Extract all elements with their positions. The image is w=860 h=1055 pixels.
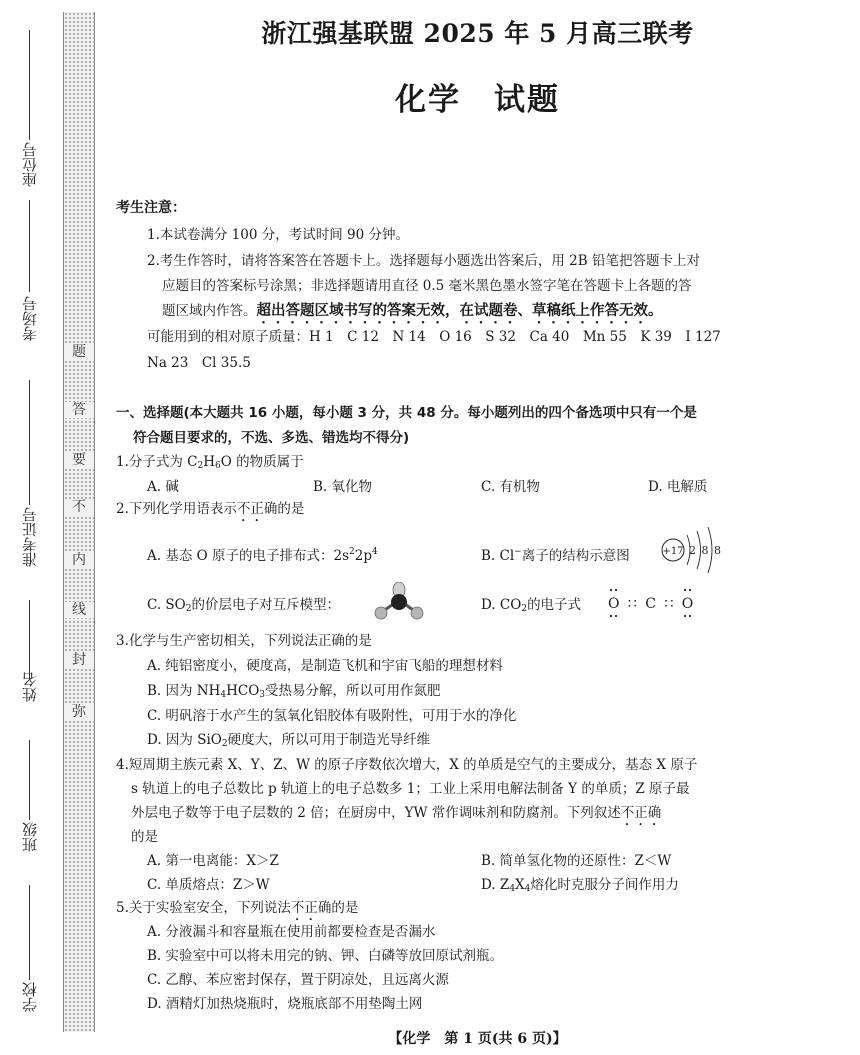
notice-text: 题区域内作答。	[162, 303, 257, 319]
seat-number-line[interactable]	[29, 30, 30, 140]
section-heading-line-2: 符合题目要求的，不选、多选、错选均不得分)	[133, 430, 410, 446]
q4-d-text: D. Z	[481, 877, 510, 893]
school-line[interactable]	[29, 885, 30, 980]
seal-char: 线	[64, 602, 94, 618]
subscript: 2	[197, 461, 204, 471]
q1-stem	[116, 453, 304, 475]
q3-stem: 3.化学与生产密切相关，下列说法正确的是	[116, 633, 372, 649]
class-line[interactable]	[29, 740, 30, 820]
q2-d-text: D. CO	[481, 597, 522, 613]
section-heading-line-1: 一、选择题(本大题共 16 小题，每小题 3 分，共 48 分。每小题列出的四个备选项中只有一个是	[116, 405, 697, 421]
q2-a-text: 2p	[354, 548, 372, 564]
q1-stem-text: 1.分子式为 C	[116, 454, 198, 470]
shell-electron-counts: 2 8 8	[689, 544, 722, 557]
chloride-ion-structure-diagram	[660, 523, 722, 579]
q5-stem-text: 确的是	[317, 900, 359, 916]
q5-stem-text: 5.关于实验室安全，下列说法	[116, 900, 291, 916]
q3-b-text: 受热易分解，所以可用作氮肥	[265, 683, 441, 699]
subscript: 4	[220, 690, 227, 700]
seal-char: 不	[64, 499, 94, 515]
seal-char: 弥	[64, 704, 94, 720]
subscript: 2	[185, 604, 192, 614]
q5-option-d: D. 酒精灯加热烧瓶时，烧瓶底部不用垫陶土网	[147, 996, 423, 1012]
subscript: 3	[259, 690, 266, 700]
q3-d-text: 硬度大，所以可用于制造光导纤维	[227, 732, 431, 748]
q3-d-text: D. 因为 SiO	[147, 732, 222, 748]
q3-option-c: C. 明矾溶于水产生的氢氧化铝胶体有吸附性，可用于水的净化	[147, 708, 517, 724]
q2-c-text: 的价层电子对互斥模型：	[191, 597, 340, 613]
superscript: 2	[349, 547, 355, 557]
q4-option-a: A. 第一电离能：X＞Z	[147, 853, 279, 869]
q5-option-a: A. 分液漏斗和容量瓶在使用前都要检查是否漏水	[147, 924, 436, 940]
school-label: 学校	[21, 982, 39, 1012]
q1-option-d: D. 电解质	[648, 479, 708, 495]
name-line[interactable]	[29, 600, 30, 680]
q1-option-b: B. 氧化物	[313, 479, 373, 495]
q4-stem-line-1: 4.短周期主族元素 X、Y、Z、W 的原子序数依次增大，X 的单质是空气的主要成分，基态 X 原子	[116, 757, 698, 773]
q1-stem-text: O 的物质属于	[220, 454, 304, 470]
q2-option-b	[481, 543, 630, 565]
notice-warning: 超出答题区域书写的答案无效，在试题卷、草稿纸上作答无效。	[256, 303, 663, 319]
q4-emphasis: 不正确	[620, 805, 662, 821]
q5-option-c: C. 乙醇、苯应密封保存，置于阴凉处，且远离火源	[147, 972, 449, 988]
atomic-mass-line-1: 可能用到的相对原子质量：H 1 C 12 N 14 O 16 S 32 Ca 40 Mn 55 K 39 I 127	[147, 329, 721, 345]
q2-d-text: 的电子式	[527, 597, 582, 613]
q5-stem	[116, 899, 358, 924]
q1-option-c: C. 有机物	[481, 479, 540, 495]
notice-item-1: 1.本试卷满分 100 分，考试时间 90 分钟。	[147, 227, 409, 243]
seat-number-label: 座位号	[21, 142, 39, 187]
q1-option-a: A. 碱	[147, 479, 179, 495]
subscript: 2	[221, 739, 228, 749]
seal-char: 封	[64, 652, 94, 668]
subscript: 4	[509, 884, 516, 894]
atomic-mass-line-2: Na 23 Cl 35.5	[147, 355, 251, 371]
q4-stem-line-2: s 轨道上的电子总数比 p 轨道上的电子总数多 1；工业上采用电解法制备 Y 的单质；Z 原子最	[131, 781, 690, 797]
q4-option-b: B. 简单氢化物的还原性：Z＜W	[481, 853, 672, 869]
exam-room-label: 考场号	[21, 296, 39, 341]
seal-char: 内	[64, 552, 94, 568]
q4-option-c: C. 单质熔点：Z＞W	[147, 877, 270, 893]
subscript: 4	[524, 884, 531, 894]
superscript: 4	[371, 547, 378, 557]
q4-stem-text: 外层电子数等于电子层数的 2 倍；在厨房中，YW 常作调味剂和防腐剂。下列叙述	[131, 805, 621, 821]
name-label: 姓名	[21, 672, 39, 702]
subscript: 6	[215, 461, 221, 471]
exam-title: 浙江强基联盟 2025 年 5 月高三联考	[261, 19, 694, 48]
notice-heading: 考生注意：	[116, 200, 186, 216]
notice-item-2-line-3	[162, 302, 663, 327]
q2-option-a	[147, 543, 378, 565]
notice-item-2-line-1: 2.考生作答时，请将答案答在答题卡上。选择题每小题选出答案后，用 2B 铅笔把答题卡上对	[147, 253, 700, 269]
q4-option-d	[481, 876, 679, 898]
q2-b-text: B. Cl	[481, 548, 515, 564]
co2-electron-formula: O ∷ C ∷ O	[608, 596, 696, 612]
q2-emphasis: 不正	[236, 501, 264, 517]
q2-stem-text: 2.下列化学用语表示	[116, 501, 237, 517]
q2-a-text: A. 基态 O 原子的电子排布式：2s	[147, 548, 349, 564]
q1-stem-text: H	[203, 454, 216, 470]
lone-pair-dots	[604, 586, 698, 620]
q2-stem	[116, 500, 304, 525]
q3-option-a: A. 纯铝密度小，硬度高，是制造飞机和宇宙飞船的理想材料	[147, 658, 503, 674]
q3-b-text: B. 因为 NH	[147, 683, 221, 699]
q4-d-text: X	[515, 877, 525, 893]
binding-strip	[63, 12, 95, 1032]
q5-option-b: B. 实验室中可以将未用完的钠、钾、白磷等放回原试剂瓶。	[147, 948, 504, 964]
q2-b-text: 离子的结构示意图	[521, 548, 630, 564]
q4-stem-line-4: 的是	[131, 829, 158, 845]
q3-option-d	[147, 731, 430, 753]
q2-c-text: C. SO	[147, 597, 186, 613]
admission-number-label: 准考证号	[21, 507, 39, 567]
subscript: 2	[521, 604, 528, 614]
q3-option-b	[147, 682, 441, 704]
page-footer: 【化学 第 1 页(共 6 页)】	[388, 1031, 567, 1047]
exam-room-line[interactable]	[29, 200, 30, 292]
so2-vsepr-model-image	[370, 582, 428, 622]
notice-item-2-line-2: 应题目的答案标号涂黑；非选择题请用直径 0.5 毫米黑色墨水签字笔在答题卡上各题的答	[162, 278, 692, 294]
q3-b-text: HCO	[226, 683, 260, 699]
seal-char: 要	[64, 452, 94, 468]
q5-emphasis: 不正	[290, 900, 318, 916]
q4-stem-line-3	[131, 804, 661, 829]
seal-char: 答	[64, 402, 94, 418]
superscript: −	[514, 547, 522, 557]
q2-stem-text: 确的是	[263, 501, 305, 517]
subject-title: 化学 试题	[395, 82, 560, 118]
class-label: 班级	[21, 822, 39, 852]
seal-char: 题	[64, 344, 94, 360]
q4-d-text: 熔化时克服分子间作用力	[530, 877, 679, 893]
q2-option-d	[481, 596, 581, 618]
admission-number-line[interactable]	[29, 380, 30, 505]
q2-option-c	[147, 596, 340, 618]
nucleus-charge: +17	[662, 546, 684, 557]
